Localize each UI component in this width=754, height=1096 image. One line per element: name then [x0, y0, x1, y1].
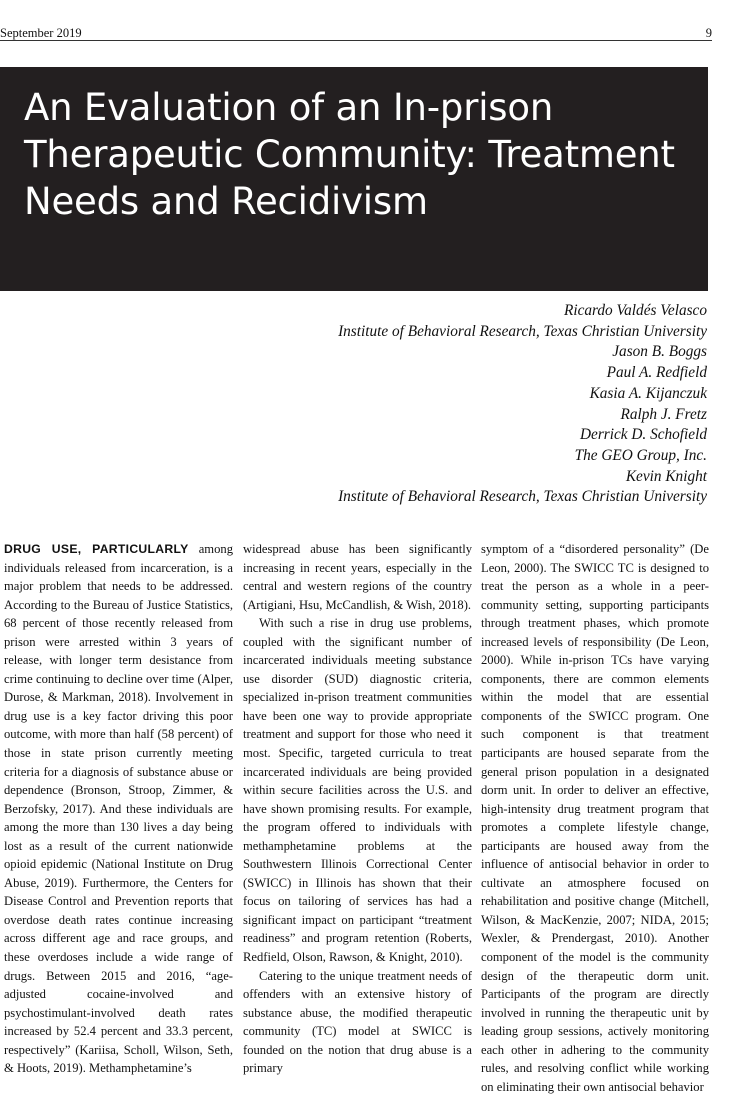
title-line: Needs and Recidivism: [24, 180, 428, 223]
author-name: Kasia A. Kijanczuk: [589, 384, 707, 402]
author-name: Derrick D. Schofield: [579, 426, 707, 444]
author-affiliation: The GEO Group, Inc.: [574, 446, 707, 464]
lead-in-text: DRUG USE, PARTICULARLY: [4, 542, 189, 556]
body-column-2: [243, 540, 472, 1078]
page-number: 9: [705, 26, 712, 40]
body-paragraph: widespread abuse has been significantly increasing in recent years, especially in the central and western regions of the country (Artigiani, Hsu, McCandlish, & Wish, 2018).: [243, 542, 472, 612]
issue-date: September 2019: [0, 26, 82, 40]
author-name: Ricardo Valdés Velasco: [563, 302, 707, 319]
author-affiliation: Institute of Behavioral Research, Texas Christian University: [338, 488, 707, 506]
author-name: Jason B. Boggs: [612, 343, 707, 361]
title-line: An Evaluation of an In-prison: [24, 86, 554, 129]
body-column-1: [4, 540, 233, 1078]
author-name: Ralph J. Fretz: [620, 405, 707, 423]
running-header: [0, 0, 712, 41]
body-column-3: [481, 540, 709, 1096]
author-name: Kevin Knight: [625, 467, 707, 485]
article-title-banner: [0, 67, 708, 291]
author-affiliation: Institute of Behavioral Research, Texas Christian University: [338, 322, 707, 340]
author-list: [338, 301, 707, 508]
body-paragraph: Catering to the unique treatment needs of offenders with an extensive history of substance abuse, the modified therapeutic community (TC) model at SWICC is founded on the notion that drug abuse is a primary: [243, 968, 472, 1076]
article-title: [24, 84, 708, 225]
body-paragraph: [4, 540, 233, 1078]
author-name: Paul A. Redfield: [606, 364, 707, 382]
body-paragraph: With such a rise in drug use problems, coupled with the significant number of incarcerated individuals meeting substance use disorder (SUD) diagnostic criteria, specialized in-prison treatment communities have been one way to provide appropriate treatment and support for those who need it most. Specific, targeted curricula to treat incarcerated individuals are being provided within secure facilities across the U.S. and have shown promising results. For example, the program offered to individuals with methamphetamine problems at the Southwestern Illinois Correctional Center (SWICC) in Illinois has shown that their focus on tailoring of services has had a significant impact on participant “treatment readiness” and program retention (Roberts, Redfield, Olson, Rawson, & Knight, 2010).: [243, 616, 472, 965]
body-paragraph: symptom of a “disordered personality” (De Leon, 2000). The SWICC TC is designed to treat the person as a whole in a peer-community setting, supporting participants through treatment phases, which promote increased levels of responsibility (De Leon, 2000). While in-prison TCs have varying components, there are common elements within the model that are essential components of the SWICC program. One such component is that treatment participants are housed separate from the general prison population in a designated dorm unit. In order to deliver an effective, high-intensity drug treatment program that promotes a complete lifestyle change, participants are housed away from the influence of antisocial behavior in order to cultivate an atmosphere focused on rehabilitation and positive change (Mitchell, Wilson, & MacKenzie, 2007; NIDA, 2015; Wexler, & Prendergast, 2010). Another component of the model is the community design of the therapeutic dorm unit. Participants of the program are directly involved in running the therapeutic unit by leading group sessions, actively monitoring each other in adhering to the community rules, and resolving conflict while working on eliminating their own antisocial behavior: [481, 542, 709, 1094]
title-line: Therapeutic Community: Treatment: [24, 133, 675, 176]
paragraph-text: among individuals released from incarceration, is a major problem that needs to be addressed. According to the Bureau of Justice Statistics, 68 percent of those recently released from prison were arrested within 3 years of release, with longer term desistance from crime continuing to decline over time (Alper, Durose, & Markman, 2018). Involvement in drug use is a key factor driving this poor outcome, with more than half (58 percent) of those in state prison currently meeting criteria for a diagnosis of substance abuse or dependence (Bronson, Stroop, Zimmer, & Berzofsky, 2017). And these individuals are among the more than 130 lives a day being lost as a result of the current nationwide opioid epidemic (National Institute on Drug Abuse, 2019). Furthermore, the Centers for Disease Control and Prevention reports that overdose death rates continue increasing across different age and race groups, and these overdoses include a wide range of drugs. Between 2015 and 2016, “age-adjusted cocaine-involved and psychostimulant-involved death rates increased by 52.4 percent and 33.3 percent, respectively” (Kariisa, Scholl, Wilson, Seth, & Hoots, 2019). Methamphetamine’s: [4, 542, 233, 1076]
